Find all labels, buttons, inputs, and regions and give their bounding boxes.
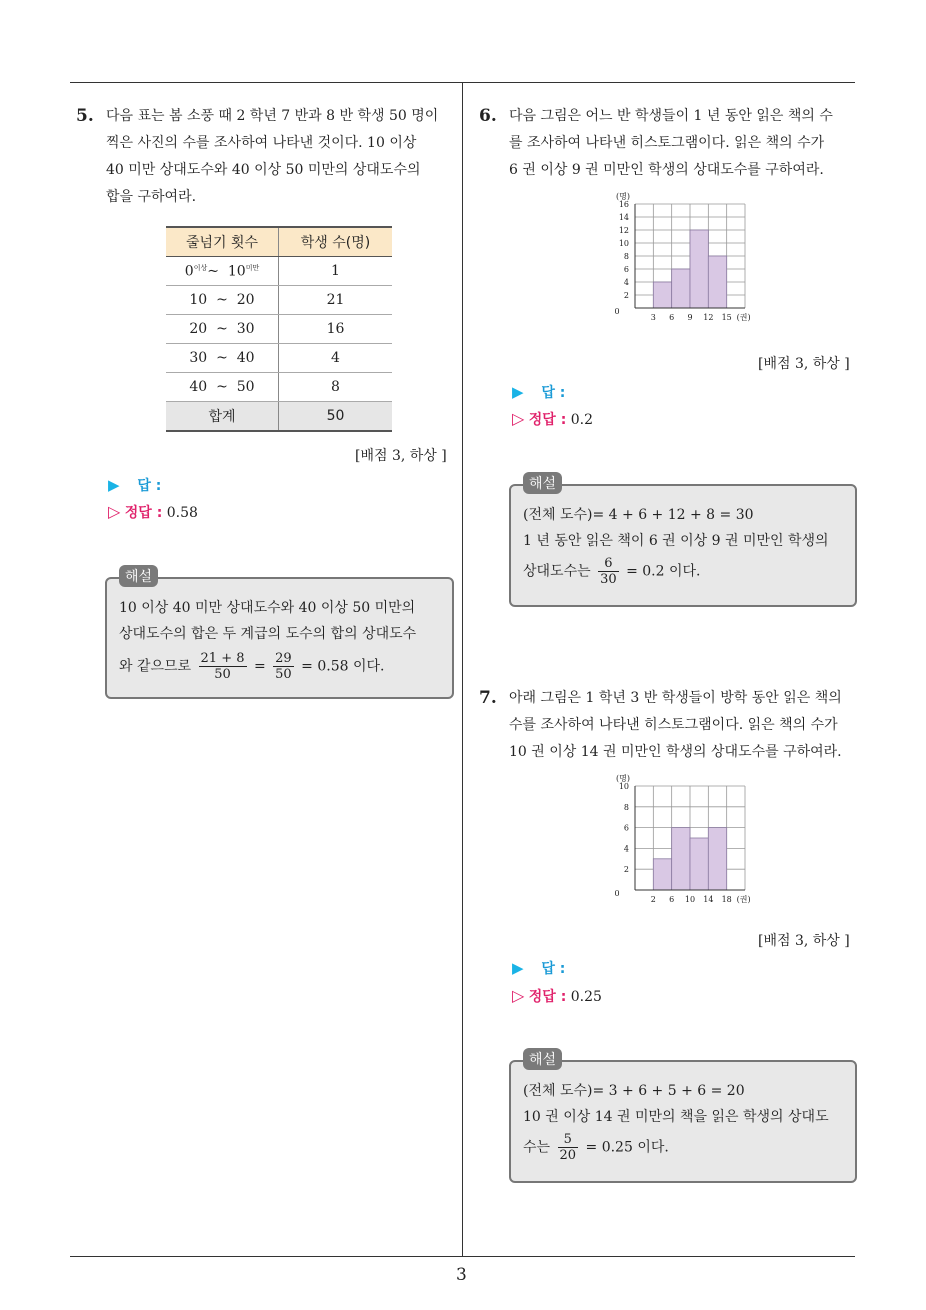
table-total-row	[166, 402, 392, 432]
explanation-line: 1 년 동안 읽은 책이 6 권 이상 9 권 미만인 학생의	[523, 533, 829, 549]
explanation-line: 와 같으므로 $\frac{21 + 8}{50}$ = $\frac{29}{50}$ = 0.58 이다.	[119, 651, 385, 682]
correct-arrow-icon: ▷	[108, 502, 121, 521]
fraction: $\frac{21 + 8}{50}$	[200, 651, 245, 682]
x-tick-label: 6	[669, 313, 675, 322]
question-text-line: 40 미만 상대도수와 40 이상 50 미만의 상대도수의	[106, 162, 421, 178]
table-count-cell: 16	[279, 315, 393, 344]
fraction: $\frac{29}{50}$	[275, 651, 292, 682]
histogram-q6	[600, 188, 765, 333]
table-row	[166, 286, 392, 315]
table-class-cell: 30 ~ 40	[166, 344, 279, 373]
answer-arrow-icon: ▶	[108, 476, 120, 494]
question-5-text	[106, 103, 438, 211]
table-class-cell: 40 ~ 50	[166, 373, 279, 402]
correct-arrow-icon: ▷	[512, 409, 525, 428]
explanation-line: (전체 도수)= 3 + 6 + 5 + 6 = 20	[523, 1083, 745, 1099]
y-tick-label: 4	[623, 844, 629, 854]
x-tick-label: 12	[703, 313, 714, 322]
table-class-cell: $0^{이상}\sim$ $10^{미만}$	[166, 257, 279, 286]
explanation-line: 상대도수의 합은 두 계급의 도수의 합의 상대도수	[119, 626, 417, 642]
y-tick-label: 14	[618, 213, 629, 222]
y-tick-label: 2	[623, 865, 629, 875]
question-6-number: 6.	[479, 106, 497, 126]
histogram-bar	[653, 282, 671, 308]
x-tick-label: 9	[687, 313, 693, 322]
question-5-number: 5.	[76, 106, 94, 126]
question-6-text	[509, 103, 833, 184]
question-text-line: 다음 표는 봄 소풍 때 2 학년 7 반과 8 반 학생 50 명이	[106, 108, 439, 124]
explanation-line: (전체 도수)= 4 + 6 + 12 + 8 = 30	[523, 507, 754, 523]
explanation-tag: 해설	[523, 1048, 562, 1070]
question-text-line: 10 권 이상 14 권 미만인 학생의 상대도수를 구하여라.	[509, 744, 842, 760]
x-tick-label: 18	[721, 895, 732, 904]
correct-value: 0.58	[166, 505, 198, 521]
correct-label: 정답 :	[528, 989, 567, 1005]
question-text-line: 아래 그림은 1 학년 3 반 학생들이 방학 동안 읽은 책의	[509, 690, 842, 706]
question-7-number: 7.	[479, 688, 497, 708]
y-tick-label: 10	[618, 782, 629, 791]
explanation-tag: 해설	[119, 565, 158, 587]
question-5-explanation	[105, 569, 454, 699]
question-5-score: [배점 3, 하상 ]	[355, 448, 447, 464]
histogram-bar	[708, 256, 726, 308]
question-6-score: [배점 3, 하상 ]	[758, 356, 850, 372]
fraction: $\frac{6}{30}$	[600, 556, 617, 587]
fraction: $\frac{5}{20}$	[559, 1132, 577, 1163]
question-text-line: 를 조사하여 나타낸 히스토그램이다. 읽은 책의 수가	[509, 135, 825, 151]
x-tick-label: 3	[650, 313, 656, 322]
table-count-cell: 1	[279, 257, 393, 286]
question-7-score: [배점 3, 하상 ]	[758, 933, 850, 949]
y-tick-label: 8	[623, 252, 629, 261]
question-text-line: 합을 구하여라.	[106, 189, 197, 205]
x-tick-label: 10	[684, 895, 696, 904]
table-total-value: 50	[279, 402, 393, 432]
table-total-label: 합계	[166, 402, 279, 432]
answer-label: 답 :	[541, 385, 566, 401]
y-tick-label: 6	[623, 823, 629, 833]
table-count-cell: 4	[279, 344, 393, 373]
y-tick-label: 8	[623, 802, 629, 812]
x-axis-unit: (권)	[736, 895, 751, 904]
y-tick-label: 16	[618, 200, 629, 209]
y-tick-label: 4	[623, 278, 629, 287]
correct-label: 정답 :	[528, 412, 567, 428]
y-axis-unit: (명)	[616, 774, 630, 783]
explanation-line: 10 권 이상 14 권 미만의 책을 읽은 학생의 상대도	[523, 1109, 829, 1125]
table-count-cell: 21	[279, 286, 393, 315]
x-tick-label: 6	[669, 895, 675, 904]
histogram-bar	[690, 230, 708, 308]
table-row	[166, 315, 392, 344]
correct-arrow-icon: ▷	[512, 986, 525, 1005]
table-class-cell: 10 ~ 20	[166, 286, 279, 315]
x-axis-unit: (권)	[736, 313, 751, 322]
histogram-q7	[600, 770, 765, 910]
question-6-correct-answer	[512, 409, 593, 429]
table-count-cell: 8	[279, 373, 393, 402]
origin-label: 0	[614, 307, 620, 316]
table-class-cell: 20 ~ 30	[166, 315, 279, 344]
question-7-correct-answer	[512, 986, 602, 1006]
explanation-tag: 해설	[523, 472, 562, 494]
column-divider	[462, 82, 463, 1257]
answer-label: 답 :	[137, 478, 162, 494]
histogram-bar	[708, 828, 726, 890]
correct-label: 정답 :	[124, 505, 163, 521]
table-row	[166, 257, 392, 286]
y-tick-label: 12	[618, 226, 629, 235]
y-axis-unit: (명)	[616, 192, 630, 201]
x-tick-label: 2	[650, 895, 656, 904]
question-5-answer-line	[108, 475, 161, 495]
frequency-table	[166, 226, 392, 432]
histogram-bar	[690, 838, 708, 890]
table-row	[166, 373, 392, 402]
question-7-text	[509, 685, 842, 766]
origin-label: 0	[614, 889, 620, 898]
question-text-line: 수를 조사하여 나타낸 히스토그램이다. 읽은 책의 수가	[509, 717, 838, 733]
question-text-line: 다음 그림은 어느 반 학생들이 1 년 동안 읽은 책의 수	[509, 108, 833, 124]
correct-value: 0.25	[570, 989, 602, 1005]
answer-arrow-icon: ▶	[512, 383, 524, 401]
explanation-line: 수는 $\frac{5}{20}$ = 0.25 이다.	[523, 1132, 669, 1163]
y-tick-label: 2	[623, 291, 629, 300]
question-6-explanation	[509, 476, 857, 607]
question-text-line: 6 권 이상 9 권 미만인 학생의 상대도수를 구하여라.	[509, 162, 824, 178]
bottom-rule	[70, 1256, 855, 1257]
page-number: 3	[456, 1265, 467, 1285]
table-header-class: 줄넘기 횟수	[166, 227, 279, 257]
question-text-line: 찍은 사진의 수를 조사하여 나타낸 것이다. 10 이상	[106, 135, 417, 151]
table-header-count: 학생 수(명)	[279, 227, 393, 257]
question-5-correct-answer	[108, 502, 198, 522]
y-tick-label: 6	[623, 265, 629, 274]
x-tick-label: 15	[721, 313, 732, 322]
histogram-bar	[672, 269, 690, 308]
question-7-answer-line	[512, 958, 565, 978]
table-row	[166, 344, 392, 373]
correct-value: 0.2	[570, 412, 594, 428]
answer-arrow-icon: ▶	[512, 959, 524, 977]
question-7-explanation	[509, 1052, 857, 1183]
answer-label: 답 :	[541, 961, 566, 977]
histogram-bar	[653, 859, 671, 890]
explanation-line: 상대도수는 $\frac{6}{30}$ = 0.2 이다.	[523, 556, 701, 587]
explanation-line: 10 이상 40 미만 상대도수와 40 이상 50 미만의	[119, 600, 416, 616]
histogram-bar	[672, 828, 690, 890]
y-tick-label: 10	[618, 239, 629, 248]
x-tick-label: 14	[703, 895, 714, 904]
question-6-answer-line	[512, 382, 565, 402]
